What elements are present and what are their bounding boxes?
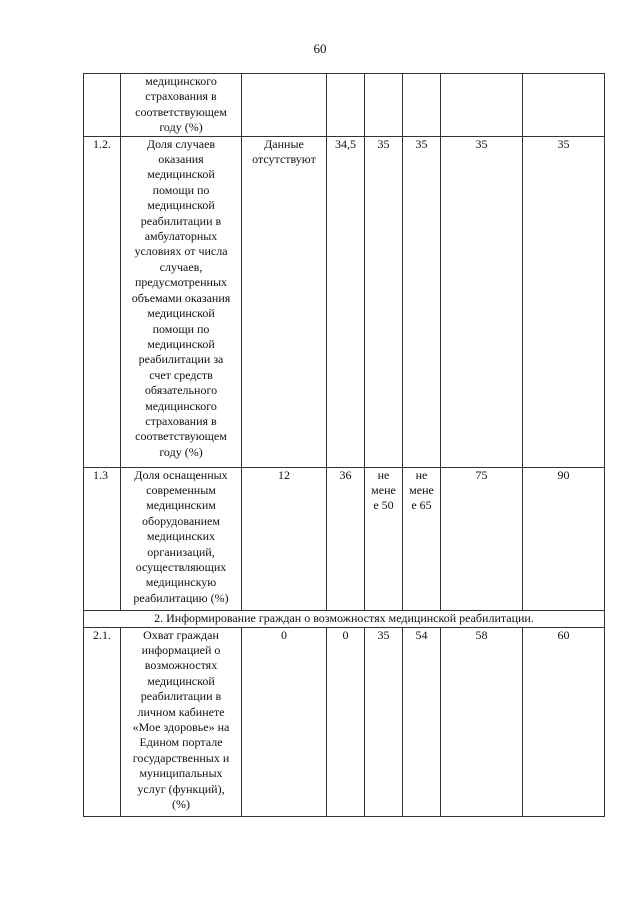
row-number: 2.1. bbox=[84, 627, 121, 816]
row-number: 1.2. bbox=[84, 136, 121, 467]
year-value-4: 75 bbox=[441, 467, 523, 610]
indicator-name: Доля случаев оказания медицинской помощи по медицинской реабилитации в амбулаторных условиях от числа случаев, предусмотренных объемами оказания медицинской помощи по медицинской реабилитации за счет средств обязательного медицинского страхования в соответствующем году (%) bbox=[121, 136, 242, 467]
section-row bbox=[84, 610, 605, 627]
base-value: 0 bbox=[242, 627, 327, 816]
base-value: 12 bbox=[242, 467, 327, 610]
table-row bbox=[84, 74, 605, 137]
year-value-5: 35 bbox=[523, 136, 605, 467]
year-value-3: 35 bbox=[403, 136, 441, 467]
year-value-1 bbox=[327, 74, 365, 137]
indicator-name: медицинского страхования в соответствующем году (%) bbox=[121, 74, 242, 137]
indicator-name: Охват граждан информацией о возможностях медицинской реабилитации в личном кабинете «Мое здоровье» на Едином портале государственных и муниципальных услуг (функций), (%) bbox=[121, 627, 242, 816]
indicators-table bbox=[83, 73, 605, 817]
year-value-1: 34,5 bbox=[327, 136, 365, 467]
year-value-2: 35 bbox=[365, 136, 403, 467]
page-number: 60 bbox=[313, 41, 327, 56]
row-number bbox=[84, 74, 121, 137]
year-value-2: не мене е 50 bbox=[365, 467, 403, 610]
year-value-4: 35 bbox=[441, 136, 523, 467]
year-value-3: 54 bbox=[403, 627, 441, 816]
table-row bbox=[84, 467, 605, 610]
year-value-1: 0 bbox=[327, 627, 365, 816]
year-value-1: 36 bbox=[327, 467, 365, 610]
year-value-5: 90 bbox=[523, 467, 605, 610]
year-value-2 bbox=[365, 74, 403, 137]
year-value-2: 35 bbox=[365, 627, 403, 816]
year-value-4: 58 bbox=[441, 627, 523, 816]
base-value bbox=[242, 74, 327, 137]
table-row bbox=[84, 136, 605, 467]
year-value-3 bbox=[403, 74, 441, 137]
year-value-5 bbox=[523, 74, 605, 137]
table-row bbox=[84, 627, 605, 816]
year-value-5: 60 bbox=[523, 627, 605, 816]
base-value: Данные отсутствуют bbox=[242, 136, 327, 467]
row-number: 1.3 bbox=[84, 467, 121, 610]
year-value-4 bbox=[441, 74, 523, 137]
year-value-3: не мене е 65 bbox=[403, 467, 441, 610]
indicator-name: Доля оснащенных современным медицинским оборудованием медицинских организаций, осуществляющих медицинскую реабилитацию (%) bbox=[121, 467, 242, 610]
section-title: 2. Информирование граждан о возможностях медицинской реабилитации. bbox=[84, 610, 605, 627]
